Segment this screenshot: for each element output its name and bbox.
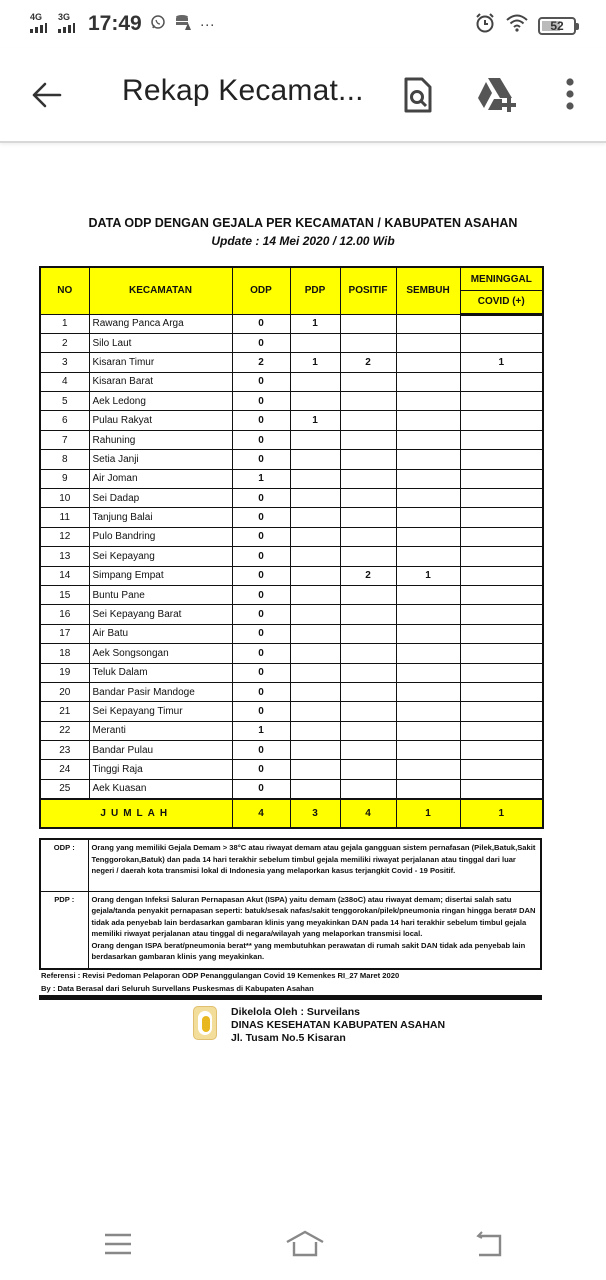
- meninggal-count: [460, 333, 543, 352]
- pdp-definition-part1: Orang dengan Infeksi Saluran Pernapasan Akut (ISPA) yaitu demam (≥38oC) atau riwayat demam; disertai salah satu gejala/tanda penyakit pernapasan seperti: batuk/sesak nafas/sakit tenggorokan/pilek/pneumonia ringan hingga berat# DAN tidak ada penyebab lain berdasarkan gambaran klinis yang meyakinkan DAN pada 14 hari terakhir sebelum timbul gejala memiliki riwayat perjalanan atau tinggal di negara/wilayah yang melaporkan transmisi local.: [91, 894, 536, 939]
- odp-count: 0: [232, 430, 290, 449]
- managed-by-line: Dikelola Oleh : Surveilans: [231, 1006, 360, 1018]
- pdp-count: [290, 469, 340, 488]
- pdp-count: [290, 741, 340, 760]
- sembuh-count: [396, 644, 460, 663]
- pdp-count: [290, 624, 340, 643]
- meninggal-count: [460, 721, 543, 740]
- signal-4g-icon: [30, 13, 54, 35]
- positif-count: [340, 741, 396, 760]
- table-row: [40, 372, 543, 391]
- header-no: NO: [40, 267, 89, 314]
- row-number: 3: [40, 353, 89, 372]
- table-row: [40, 624, 543, 643]
- kecamatan-name: Pulau Rakyat: [89, 411, 232, 430]
- sembuh-count: [396, 760, 460, 779]
- odp-count: 0: [232, 489, 290, 508]
- row-number: 10: [40, 489, 89, 508]
- row-number: 8: [40, 450, 89, 469]
- wifi-icon: [506, 13, 528, 38]
- meninggal-count: [460, 682, 543, 701]
- meninggal-count: [460, 624, 543, 643]
- pdp-count: [290, 392, 340, 411]
- kecamatan-name: Aek Ledong: [89, 392, 232, 411]
- kecamatan-name: Rahuning: [89, 430, 232, 449]
- positif-count: [340, 547, 396, 566]
- kecamatan-name: Aek Songsongan: [89, 644, 232, 663]
- definition-key-pdp: PDP :: [40, 891, 88, 969]
- pdp-count: [290, 547, 340, 566]
- positif-count: [340, 489, 396, 508]
- header-covid: COVID (+): [460, 291, 543, 315]
- meninggal-count: [460, 760, 543, 779]
- positif-count: [340, 644, 396, 663]
- header-odp: ODP: [232, 267, 290, 314]
- total-pdp: 3: [290, 799, 340, 828]
- sembuh-count: [396, 527, 460, 546]
- row-number: 9: [40, 469, 89, 488]
- row-number: 12: [40, 527, 89, 546]
- table-row: [40, 314, 543, 333]
- header-meninggal: MENINGGAL: [460, 267, 543, 291]
- sembuh-count: [396, 605, 460, 624]
- row-number: 14: [40, 566, 89, 585]
- odp-count: 0: [232, 508, 290, 527]
- header-pdp: PDP: [290, 267, 340, 314]
- kecamatan-name: Air Batu: [89, 624, 232, 643]
- divider: [39, 995, 542, 1000]
- more-options-button[interactable]: [560, 76, 580, 112]
- sembuh-count: [396, 547, 460, 566]
- odp-count: 0: [232, 760, 290, 779]
- meninggal-count: [460, 508, 543, 527]
- report-update-date: Update : 14 Mei 2020 / 12.00 Wib: [211, 234, 395, 248]
- positif-count: [340, 527, 396, 546]
- document-title: Rekap Kecamat...: [122, 74, 364, 107]
- meninggal-count: [460, 605, 543, 624]
- meninggal-count: [460, 779, 543, 798]
- recap-table: [39, 266, 544, 829]
- positif-count: [340, 760, 396, 779]
- home-button[interactable]: [285, 1230, 325, 1258]
- row-number: 6: [40, 411, 89, 430]
- total-positif: 4: [340, 799, 396, 828]
- table-row: [40, 760, 543, 779]
- sembuh-count: [396, 314, 460, 333]
- odp-count: 0: [232, 644, 290, 663]
- whatsapp-icon: [150, 14, 166, 34]
- meninggal-count: [460, 450, 543, 469]
- table-row: [40, 547, 543, 566]
- odp-count: 2: [232, 353, 290, 372]
- sembuh-count: [396, 682, 460, 701]
- sembuh-count: [396, 508, 460, 527]
- pdp-count: [290, 333, 340, 352]
- table-row: [40, 779, 543, 798]
- meninggal-count: [460, 663, 543, 682]
- positif-count: [340, 682, 396, 701]
- menu-icon: [102, 1230, 134, 1258]
- sembuh-count: [396, 663, 460, 682]
- meninggal-count: [460, 372, 543, 391]
- pdp-count: [290, 682, 340, 701]
- positif-count: [340, 430, 396, 449]
- find-in-document-icon: [403, 76, 433, 114]
- odp-count: 0: [232, 663, 290, 682]
- positif-count: [340, 779, 396, 798]
- positif-count: [340, 721, 396, 740]
- positif-count: [340, 469, 396, 488]
- positif-count: 2: [340, 566, 396, 585]
- clock: 17:49: [88, 12, 142, 35]
- positif-count: [340, 450, 396, 469]
- table-row: [40, 702, 543, 721]
- positif-count: [340, 372, 396, 391]
- kecamatan-name: Buntu Pane: [89, 585, 232, 604]
- header-positif: POSITIF: [340, 267, 396, 314]
- pdp-count: [290, 721, 340, 740]
- arrow-back-icon: [30, 78, 64, 112]
- battery-icon: [538, 17, 576, 35]
- find-in-document-button[interactable]: [403, 76, 437, 114]
- odp-count: 1: [232, 469, 290, 488]
- sim2-label: 3G: [58, 12, 71, 22]
- row-number: 5: [40, 392, 89, 411]
- table-row: [40, 585, 543, 604]
- odp-count: 0: [232, 741, 290, 760]
- odp-count: 0: [232, 547, 290, 566]
- kecamatan-name: Pulo Bandring: [89, 527, 232, 546]
- table-row: [40, 605, 543, 624]
- sembuh-count: [396, 585, 460, 604]
- row-number: 4: [40, 372, 89, 391]
- positif-count: [340, 392, 396, 411]
- back-button[interactable]: [30, 78, 64, 112]
- odp-count: 0: [232, 411, 290, 430]
- positif-count: [340, 605, 396, 624]
- home-icon: [285, 1230, 325, 1258]
- meninggal-count: [460, 314, 543, 333]
- meninggal-count: [460, 644, 543, 663]
- kecamatan-name: Sei Kepayang Barat: [89, 605, 232, 624]
- sembuh-count: [396, 372, 460, 391]
- odp-count: 0: [232, 527, 290, 546]
- row-number: 18: [40, 644, 89, 663]
- sembuh-count: [396, 353, 460, 372]
- total-label: JUMLAH: [40, 799, 232, 828]
- row-number: 2: [40, 333, 89, 352]
- sembuh-count: [396, 741, 460, 760]
- odp-count: 0: [232, 372, 290, 391]
- pdp-count: [290, 760, 340, 779]
- positif-count: [340, 508, 396, 527]
- sembuh-count: [396, 450, 460, 469]
- data-saver-icon: [174, 13, 192, 35]
- kecamatan-name: Kisaran Barat: [89, 372, 232, 391]
- reference-note: Referensi : Revisi Pedoman Pelaporan ODP Penanggulangan Covid 19 Kemenkes RI_27 Maret 2020: [41, 971, 400, 980]
- meninggal-count: [460, 392, 543, 411]
- positif-count: [340, 411, 396, 430]
- more-vert-icon: [560, 76, 580, 112]
- meninggal-count: [460, 566, 543, 585]
- battery-level: 52: [550, 18, 564, 33]
- definition-text-odp: Orang yang memiliki Gejala Demam > 38°C atau riwayat demam atau gejala gangguan sistem pernafasan (Pilek,Batuk,Sakit Tenggorokan,Batuk) dan pada 14 hari terakhir sebelum timbul gejala memiliki riwayat perjalanan atau tinggal dari luar negeri / daerah kota transmisi lokal di Indonesia yang melaporkan kasus terjangkit Covid - 19 Positif.: [88, 839, 541, 891]
- row-number: 19: [40, 663, 89, 682]
- kecamatan-name: Rawang Panca Arga: [89, 314, 232, 333]
- positif-count: 2: [340, 353, 396, 372]
- header-sembuh: SEMBUH: [396, 267, 460, 314]
- row-number: 24: [40, 760, 89, 779]
- pdp-count: [290, 585, 340, 604]
- table-row: [40, 741, 543, 760]
- row-number: 21: [40, 702, 89, 721]
- pdp-count: [290, 430, 340, 449]
- alarm-icon: [474, 12, 496, 39]
- total-sembuh: 1: [396, 799, 460, 828]
- kecamatan-name: Kisaran Timur: [89, 353, 232, 372]
- pdp-count: [290, 644, 340, 663]
- system-nav-bar: [0, 1200, 606, 1280]
- pdp-count: [290, 372, 340, 391]
- pdp-count: [290, 450, 340, 469]
- table-row: [40, 682, 543, 701]
- odp-count: 0: [232, 779, 290, 798]
- sembuh-count: [396, 469, 460, 488]
- positif-count: [340, 585, 396, 604]
- kecamatan-name: Simpang Empat: [89, 566, 232, 585]
- table-row: [40, 469, 543, 488]
- table-row: [40, 353, 543, 372]
- sembuh-count: [396, 624, 460, 643]
- sembuh-count: [396, 721, 460, 740]
- more-notifications-icon: ···: [199, 15, 215, 33]
- meninggal-count: [460, 411, 543, 430]
- meninggal-count: [460, 585, 543, 604]
- sembuh-count: [396, 702, 460, 721]
- agency-name: DINAS KESEHATAN KABUPATEN ASAHAN: [231, 1019, 446, 1031]
- total-odp: 4: [232, 799, 290, 828]
- report-title: DATA ODP DENGAN GEJALA PER KECAMATAN / KABUPATEN ASAHAN: [88, 216, 518, 230]
- total-row: [40, 799, 543, 828]
- table-row: [40, 450, 543, 469]
- add-to-drive-button[interactable]: [478, 76, 512, 114]
- signal-3g-icon: [58, 13, 82, 35]
- table-row: [40, 430, 543, 449]
- table-row: [40, 566, 543, 585]
- table-row: [40, 663, 543, 682]
- managed-by-block: [231, 1006, 445, 1045]
- sembuh-count: [396, 411, 460, 430]
- header-kecamatan: KECAMATAN: [89, 267, 232, 314]
- meninggal-count: [460, 469, 543, 488]
- positif-count: [340, 702, 396, 721]
- odp-count: 0: [232, 605, 290, 624]
- pdp-count: [290, 508, 340, 527]
- meninggal-count: [460, 547, 543, 566]
- kecamatan-name: Tinggi Raja: [89, 760, 232, 779]
- row-number: 13: [40, 547, 89, 566]
- sembuh-count: 1: [396, 566, 460, 585]
- row-number: 17: [40, 624, 89, 643]
- table-row: [40, 489, 543, 508]
- meninggal-count: [460, 702, 543, 721]
- pdp-count: 1: [290, 411, 340, 430]
- meninggal-count: [460, 527, 543, 546]
- odp-count: 0: [232, 585, 290, 604]
- table-row: [40, 644, 543, 663]
- kecamatan-name: Bandar Pasir Mandoge: [89, 682, 232, 701]
- pdp-count: 1: [290, 314, 340, 333]
- table-row: [40, 333, 543, 352]
- meninggal-count: 1: [460, 353, 543, 372]
- kecamatan-name: Sei Dadap: [89, 489, 232, 508]
- pdp-count: [290, 663, 340, 682]
- definition-text-pdp: [88, 891, 541, 969]
- odp-count: 0: [232, 314, 290, 333]
- sembuh-count: [396, 392, 460, 411]
- pdp-count: 1: [290, 353, 340, 372]
- odp-count: 0: [232, 624, 290, 643]
- health-office-logo: [193, 1006, 217, 1040]
- odp-count: 0: [232, 333, 290, 352]
- row-number: 25: [40, 779, 89, 798]
- positif-count: [340, 333, 396, 352]
- row-number: 1: [40, 314, 89, 333]
- positif-count: [340, 624, 396, 643]
- odp-count: 1: [232, 721, 290, 740]
- table-row: [40, 392, 543, 411]
- pdp-count: [290, 489, 340, 508]
- meninggal-count: [460, 489, 543, 508]
- kecamatan-name: Bandar Pulau: [89, 741, 232, 760]
- definitions-table: [39, 838, 542, 970]
- recents-button[interactable]: [102, 1230, 134, 1258]
- pdp-count: [290, 702, 340, 721]
- total-meninggal: 1: [460, 799, 543, 828]
- kecamatan-name: Setia Janji: [89, 450, 232, 469]
- source-note: By : Data Berasal dari Seluruh Survellans Puskesmas di Kabupaten Asahan: [41, 984, 314, 993]
- odp-count: 0: [232, 682, 290, 701]
- table-row: [40, 527, 543, 546]
- back-nav-button[interactable]: [473, 1230, 505, 1258]
- odp-count: 0: [232, 566, 290, 585]
- positif-count: [340, 663, 396, 682]
- pdp-count: [290, 527, 340, 546]
- row-number: 16: [40, 605, 89, 624]
- table-row: [40, 508, 543, 527]
- kecamatan-name: Sei Kepayang: [89, 547, 232, 566]
- pdp-count: [290, 605, 340, 624]
- pdp-definition-part2: Orang dengan ISPA berat/pneumonia berat** yang membutuhkan perawatan di rumah sakit DAN tidak ada penyebab lain berdasarkan gambaran klinis yang meyakinkan.: [91, 940, 526, 962]
- definition-key-odp: ODP :: [40, 839, 88, 891]
- row-number: 7: [40, 430, 89, 449]
- kecamatan-name: Teluk Dalam: [89, 663, 232, 682]
- kecamatan-name: Sei Kepayang Timur: [89, 702, 232, 721]
- add-to-drive-icon: [478, 76, 518, 114]
- table-row: [40, 411, 543, 430]
- sembuh-count: [396, 489, 460, 508]
- row-number: 15: [40, 585, 89, 604]
- row-number: 22: [40, 721, 89, 740]
- meninggal-count: [460, 741, 543, 760]
- meninggal-count: [460, 430, 543, 449]
- positif-count: [340, 314, 396, 333]
- agency-address: Jl. Tusam No.5 Kisaran: [231, 1032, 346, 1044]
- app-toolbar: [0, 48, 606, 143]
- sembuh-count: [396, 333, 460, 352]
- table-row: [40, 721, 543, 740]
- kecamatan-name: Meranti: [89, 721, 232, 740]
- row-number: 20: [40, 682, 89, 701]
- sim1-label: 4G: [30, 12, 43, 22]
- status-bar: [0, 0, 606, 48]
- row-number: 11: [40, 508, 89, 527]
- pdp-count: [290, 779, 340, 798]
- back-icon: [473, 1230, 505, 1258]
- odp-count: 0: [232, 450, 290, 469]
- kecamatan-name: Aek Kuasan: [89, 779, 232, 798]
- kecamatan-name: Tanjung Balai: [89, 508, 232, 527]
- odp-count: 0: [232, 392, 290, 411]
- kecamatan-name: Air Joman: [89, 469, 232, 488]
- sembuh-count: [396, 779, 460, 798]
- row-number: 23: [40, 741, 89, 760]
- pdp-count: [290, 566, 340, 585]
- odp-count: 0: [232, 702, 290, 721]
- kecamatan-name: Silo Laut: [89, 333, 232, 352]
- sembuh-count: [396, 430, 460, 449]
